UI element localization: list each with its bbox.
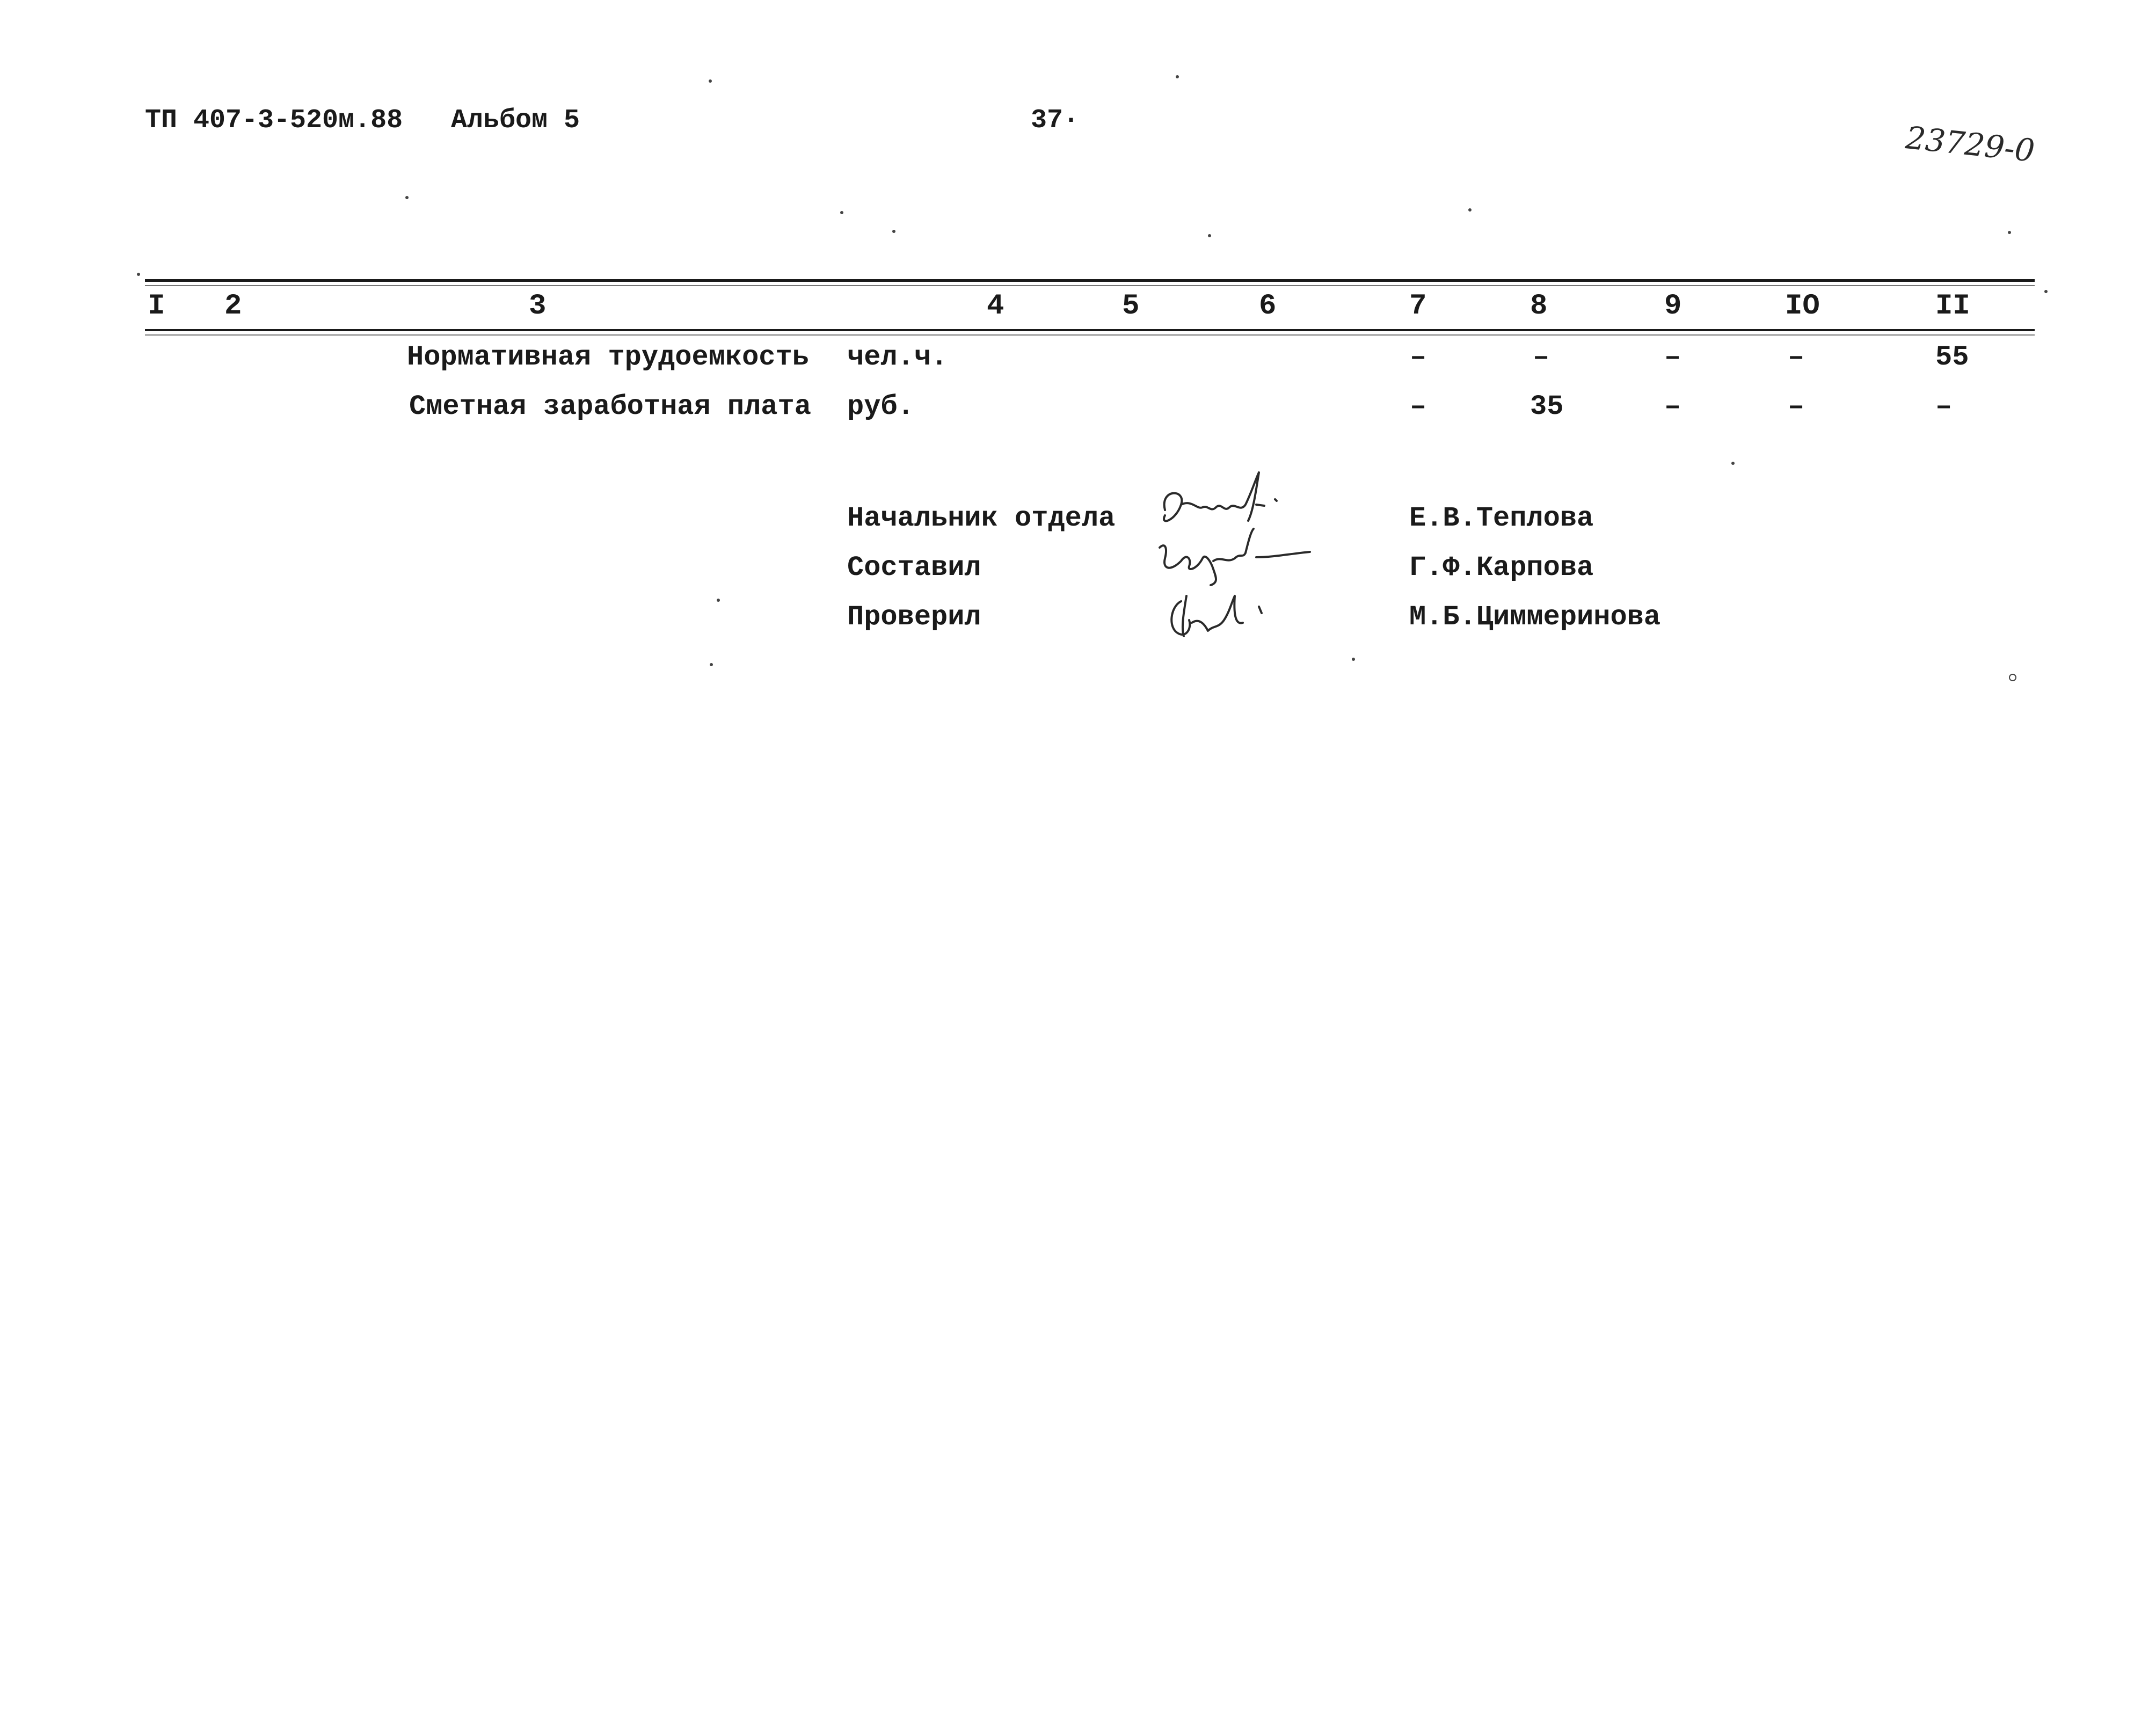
scan-speck xyxy=(840,211,843,214)
scan-speck xyxy=(717,599,720,602)
table-top-rule xyxy=(145,279,2035,282)
row-name: Сметная заработная плата xyxy=(409,391,811,422)
table-header-bottom-rule-secondary xyxy=(145,334,2035,336)
row-col-11: 55 xyxy=(1935,341,1969,373)
handwritten-signatures xyxy=(1149,467,1342,650)
row-col-11: – xyxy=(1935,391,1953,422)
scan-speck xyxy=(709,79,712,83)
scan-speck xyxy=(2044,290,2048,293)
column-number-8: 8 xyxy=(1530,290,1548,323)
column-number-7: 7 xyxy=(1409,290,1427,323)
column-number-5: 5 xyxy=(1122,290,1140,323)
row-col-8: – xyxy=(1533,341,1550,373)
column-number-9: 9 xyxy=(1664,290,1682,323)
album-label: Альбом 5 xyxy=(451,105,580,136)
scan-speck xyxy=(1208,234,1211,237)
row-col-8: 35 xyxy=(1530,391,1564,422)
table-header-bottom-rule xyxy=(145,329,2035,331)
signature-stroke-2 xyxy=(1160,529,1310,585)
signature-name: М.Б.Циммеринова xyxy=(1409,601,1661,633)
row-unit: руб. xyxy=(847,391,914,422)
document-code: ТП 407-3-520м.88 xyxy=(145,105,403,136)
scan-speck xyxy=(2008,231,2011,234)
signature-role: Составил xyxy=(847,552,981,584)
scan-speck xyxy=(892,230,895,233)
scan-speck xyxy=(405,196,409,199)
signature-role: Проверил xyxy=(847,601,981,633)
column-number-4: 4 xyxy=(987,290,1004,323)
signature-name: Г.Ф.Карпова xyxy=(1409,552,1594,584)
table-top-rule-secondary xyxy=(145,285,2035,286)
handwritten-archive-number: 23729-0 xyxy=(1904,119,2037,170)
row-col-10: – xyxy=(1788,391,1805,422)
row-col-10: – xyxy=(1788,341,1805,373)
column-number-11: II xyxy=(1935,290,1970,323)
scan-speck xyxy=(1731,462,1735,465)
scan-speck xyxy=(1176,75,1179,78)
page-number: 37· xyxy=(1031,105,1080,136)
row-col-9: – xyxy=(1664,391,1681,422)
column-number-6: 6 xyxy=(1259,290,1277,323)
scan-speck xyxy=(2009,674,2016,681)
column-number-3: 3 xyxy=(529,290,547,323)
row-col-7: – xyxy=(1410,391,1427,422)
scan-speck xyxy=(1352,658,1355,661)
scan-speck xyxy=(710,663,713,666)
row-unit: чел.ч. xyxy=(847,341,948,373)
row-name: Нормативная трудоемкость xyxy=(407,341,809,373)
signature-stroke-3 xyxy=(1171,596,1262,636)
column-number-2: 2 xyxy=(224,290,242,323)
row-col-9: – xyxy=(1664,341,1681,373)
signature-role: Начальник отдела xyxy=(847,502,1116,534)
column-number-1: I xyxy=(148,290,165,323)
scan-speck xyxy=(1468,208,1472,212)
scan-speck xyxy=(137,273,140,276)
column-number-10: IO xyxy=(1785,290,1820,323)
row-col-7: – xyxy=(1410,341,1427,373)
signature-stroke-1 xyxy=(1164,472,1277,521)
signature-name: Е.В.Теплова xyxy=(1409,502,1594,534)
